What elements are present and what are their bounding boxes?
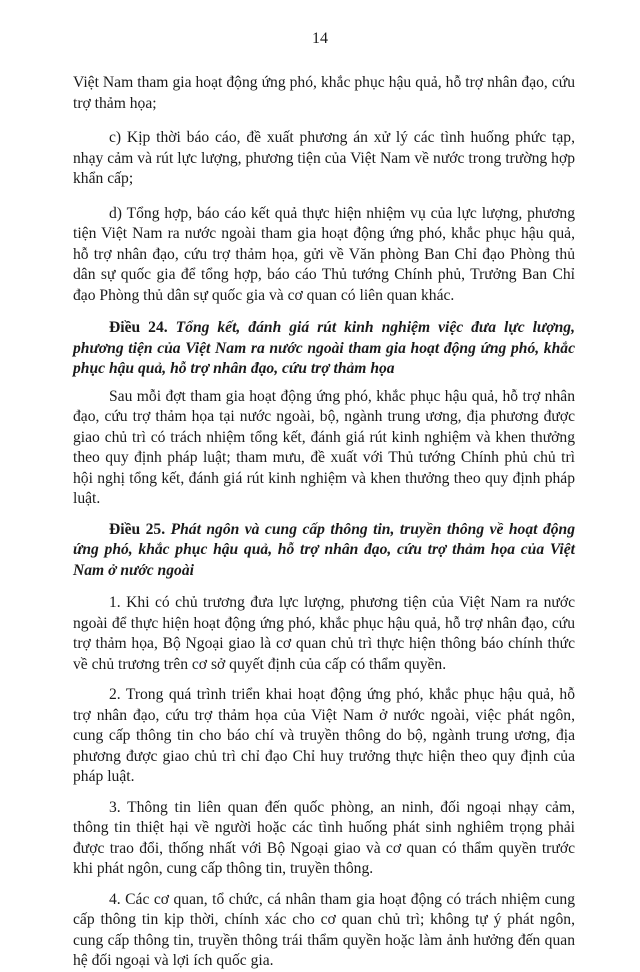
- document-body: [73, 73, 575, 972]
- article-25-clause-4: 4. Các cơ quan, tổ chức, cá nhân tham gia hoạt động có trách nhiệm cung cấp thông tin kịp thời, chính xác cho cơ quan chủ trì; không tự ý phát ngôn, cung cấp thông tin, truyền thông trái thẩm quyền hoặc làm ảnh hưởng đến quan hệ đối ngoại và lợi ích quốc gia.: [73, 890, 575, 969]
- article-25-heading: [73, 520, 575, 582]
- article-25-clause-1: 1. Khi có chủ trương đưa lực lượng, phương tiện của Việt Nam ra nước ngoài để thực hiện hoạt động ứng phó, khắc phục hậu quả, hỗ trợ nhân đạo, cứu trợ thảm họa, Bộ Ngoại giao là cơ quan chủ trì thực hiện thông báo chính thức về chủ trương trên cơ sở quyết định của cấp có thẩm quyền.: [73, 594, 575, 673]
- continuation-paragraph: Việt Nam tham gia hoạt động ứng phó, khắc phục hậu quả, hỗ trợ nhân đạo, cứu trợ thảm họa;: [73, 74, 575, 112]
- article-25-title: Phát ngôn và cung cấp thông tin, truyền thông về hoạt động ứng phó, khắc phục hậu quả, hỗ trợ nhân đạo, cứu trợ thảm họa của Việt Nam ở nước ngoài: [73, 520, 575, 579]
- article-25-clause-3: 3. Thông tin liên quan đến quốc phòng, an ninh, đối ngoại nhạy cảm, thông tin thiệt hại về người hoặc các tình huống phát sinh nghiêm trọng phải được trao đổi, thống nhất với Bộ Ngoại giao và cơ quan có thẩm quyền trước khi phát ngôn, cung cấp thông tin, truyền thông.: [73, 798, 575, 877]
- article-24-heading: [73, 318, 575, 380]
- article-24-title: Tổng kết, đánh giá rút kinh nghiệm việc đưa lực lượng, phương tiện của Việt Nam ra nước ngoài tham gia hoạt động ứng phó, khắc phục hậu quả, hỗ trợ nhân đạo, cứu trợ thảm họa: [73, 319, 576, 377]
- article-24-number: Điều 24.: [109, 319, 168, 336]
- article-25-number: Điều 25.: [109, 520, 166, 538]
- clause-c-paragraph: c) Kịp thời báo cáo, đề xuất phương án xử lý các tình huống phức tạp, nhạy cảm và rút lực lượng, phương tiện của Việt Nam về nước trong trường hợp khẩn cấp;: [73, 129, 575, 187]
- clause-d-paragraph: d) Tổng hợp, báo cáo kết quả thực hiện nhiệm vụ của lực lượng, phương tiện Việt Nam ra nước ngoài tham gia hoạt động ứng phó, khắc phục hậu quả, hỗ trợ nhân đạo, cứu trợ thảm họa, gửi về Văn phòng Ban Chỉ đạo Phòng thủ dân sự quốc gia để tổng hợp, báo cáo Thủ tướng Chính phủ, Trưởng Ban Chỉ đạo Phòng thủ dân sự quốc gia và cơ quan có liên quan khác.: [73, 204, 575, 304]
- article-24-body: Sau mỗi đợt tham gia hoạt động ứng phó, khắc phục hậu quả, hỗ trợ nhân đạo, cứu trợ thảm họa tại nước ngoài, bộ, ngành trung ương, địa phương được giao chủ trì có trách nhiệm tổng kết, đánh giá rút kinh nghiệm và khen thưởng theo quy định pháp luật; tham mưu, đề xuất với Thủ tướng Chính phủ chủ trì hội nghị tổng kết, đánh giá rút kinh nghiệm và khen thưởng theo quy định pháp luật.: [73, 387, 575, 507]
- article-25-clause-2: 2. Trong quá trình triển khai hoạt động ứng phó, khắc phục hậu quả, hỗ trợ nhân đạo, cứu trợ thảm họa của Việt Nam ở nước ngoài, việc phát ngôn, cung cấp thông tin cho báo chí và truyền thông do bộ, ngành trung ương, địa phương được giao chủ trì chỉ đạo Chỉ huy trưởng thực hiện theo quy định của pháp luật.: [73, 686, 575, 785]
- page-number: 14: [312, 30, 328, 47]
